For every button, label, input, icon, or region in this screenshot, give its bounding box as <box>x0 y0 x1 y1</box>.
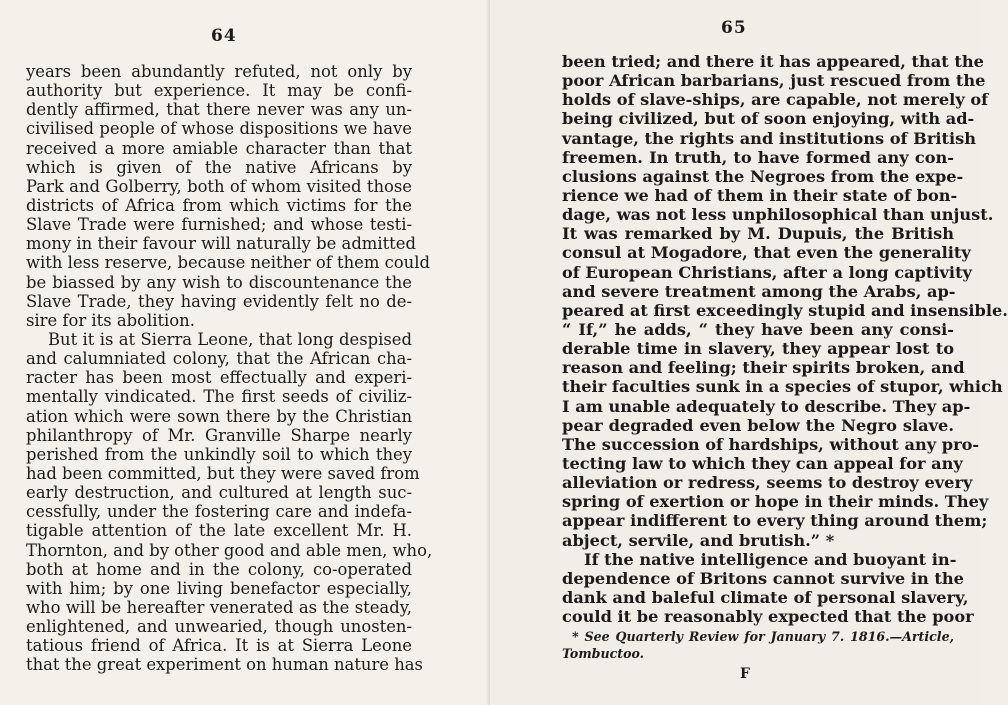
text-line: and calumniated colony, that the African cha- <box>26 349 412 369</box>
text-line: dank and baleful climate of personal slavery, <box>562 587 969 607</box>
text-line: racter has been most effectually and experi- <box>26 368 412 388</box>
text-line: freemen. In truth, to have formed any con- <box>562 147 954 167</box>
text-line: reason and feeling; their spirits broken, and <box>562 358 965 378</box>
text-line: pear degraded even below the Negro slave. <box>562 415 954 435</box>
text-line: could it be reasonably expected that the poor <box>562 607 974 627</box>
text-line: dependence of Britons cannot survive in the <box>562 568 964 588</box>
text-line: alleviation or redress, seems to destroy every <box>562 473 973 493</box>
footnote <box>562 628 954 662</box>
text-line: dage, was not less unphilosophical than unjust. <box>562 205 994 225</box>
text-line: being civilized, but of soon enjoying, with ad- <box>562 109 975 129</box>
text-line: sire for its abolition. <box>26 310 195 330</box>
text-line: “ If,” he adds, “ they have been any consi- <box>562 319 954 339</box>
text-line: Slave Trade, they having evidently felt no de- <box>26 291 412 311</box>
text-line: peared at first exceedingly stupid and insensible. <box>562 300 1008 320</box>
text-line: with less reserve, because neither of them could <box>26 253 430 273</box>
text-line: cessfully, under the fostering care and indefa- <box>26 502 412 522</box>
text-line: with him; by one living benefactor especially, <box>26 578 412 598</box>
text-line: If the native intelligence and buoyant in- <box>584 549 957 569</box>
left-page-text <box>26 62 433 675</box>
text-line: districts of Africa from which victims for the <box>26 195 412 215</box>
text-line: who will be hereafter venerated as the steady, <box>26 597 412 617</box>
text-line: poor African barbarians, just rescued from the <box>562 71 986 91</box>
text-line: dently affirmed, that there never was any un- <box>26 100 412 120</box>
text-line: But it is at Sierra Leone, that long despised <box>48 329 412 349</box>
text-line: derable time in slavery, they appear lost to <box>562 339 954 359</box>
text-line: early destruction, and cultured at length suc- <box>26 483 412 503</box>
text-line: authority but experience. It may be confi- <box>26 81 412 101</box>
text-line: tecting law to which they can appeal for any <box>562 453 963 473</box>
text-line: been tried; and there it has appeared, that the <box>562 52 984 71</box>
left-page-number: 64 <box>211 26 237 46</box>
text-line: years been abundantly refuted, not only by <box>26 62 412 81</box>
text-line: mentally vindicated. The first seeds of civiliz- <box>26 387 412 407</box>
right-page-text <box>562 52 1008 627</box>
text-line: I am unable adequately to describe. They ap- <box>562 396 971 416</box>
text-line: holds of slave-ships, are capable, not merely of <box>562 90 989 110</box>
text-line: that the great experiment on human nature has <box>26 655 423 675</box>
text-line: be biassed by any wish to discountenance the <box>26 272 412 292</box>
text-line: Slave Trade were furnished; and whose testi- <box>26 215 412 235</box>
text-line: consul at Mogadore, that even the generality <box>562 243 971 263</box>
text-line: perished from the unkindly soil to which they <box>26 444 412 464</box>
text-line: appear indifferent to every thing around them; <box>562 511 988 531</box>
text-line: spring of exertion or hope in their minds. They <box>562 492 989 512</box>
signature-mark: F <box>740 666 750 682</box>
left-page <box>0 0 490 705</box>
text-line: ation which were sown there by the Christian <box>26 406 412 426</box>
text-line: Park and Golberry, both of whom visited those <box>26 176 412 196</box>
text-line: Thornton, and by other good and able men, who, <box>26 540 433 560</box>
text-line: rience we had of them in their state of bon- <box>562 185 958 205</box>
text-line: abject, servile, and brutish.” * <box>562 530 835 550</box>
text-line: vantage, the rights and institutions of British <box>562 128 977 148</box>
text-line: mony in their favour will naturally be admitted <box>26 234 416 254</box>
text-line: clusions against the Negroes from the expe- <box>562 166 964 186</box>
text-line: philanthropy of Mr. Granville Sharpe nearly <box>26 425 412 445</box>
right-page <box>490 0 1008 705</box>
text-line: tigable attention of the late excellent Mr. H. <box>26 521 412 541</box>
footnote-line: * See Quarterly Review for January 7. 1816.—Article, <box>572 629 954 644</box>
text-line: which is given of the native Africans by <box>26 157 412 177</box>
text-line: enlightened, and unwearied, though unosten- <box>26 617 412 637</box>
text-line: tatious friend of Africa. It is at Sierra Leone <box>26 636 412 656</box>
text-line: their faculties sunk in a species of stupor, which <box>562 377 1003 397</box>
text-line: It was remarked by M. Dupuis, the British <box>562 224 954 244</box>
text-line: had been committed, but they were saved from <box>26 463 420 483</box>
text-line: and severe treatment among the Arabs, ap- <box>562 281 956 301</box>
text-line: of European Christians, after a long captivity <box>562 262 972 282</box>
text-line: both at home and in the colony, co-operated <box>26 559 412 579</box>
right-page-number: 65 <box>721 18 747 38</box>
text-line: civilised people of whose dispositions we have <box>26 119 412 139</box>
text-line: received a more amiable character than that <box>26 138 412 158</box>
text-line: The succession of hardships, without any pro- <box>562 434 980 454</box>
footnote-line: Tombuctoo. <box>562 646 645 661</box>
